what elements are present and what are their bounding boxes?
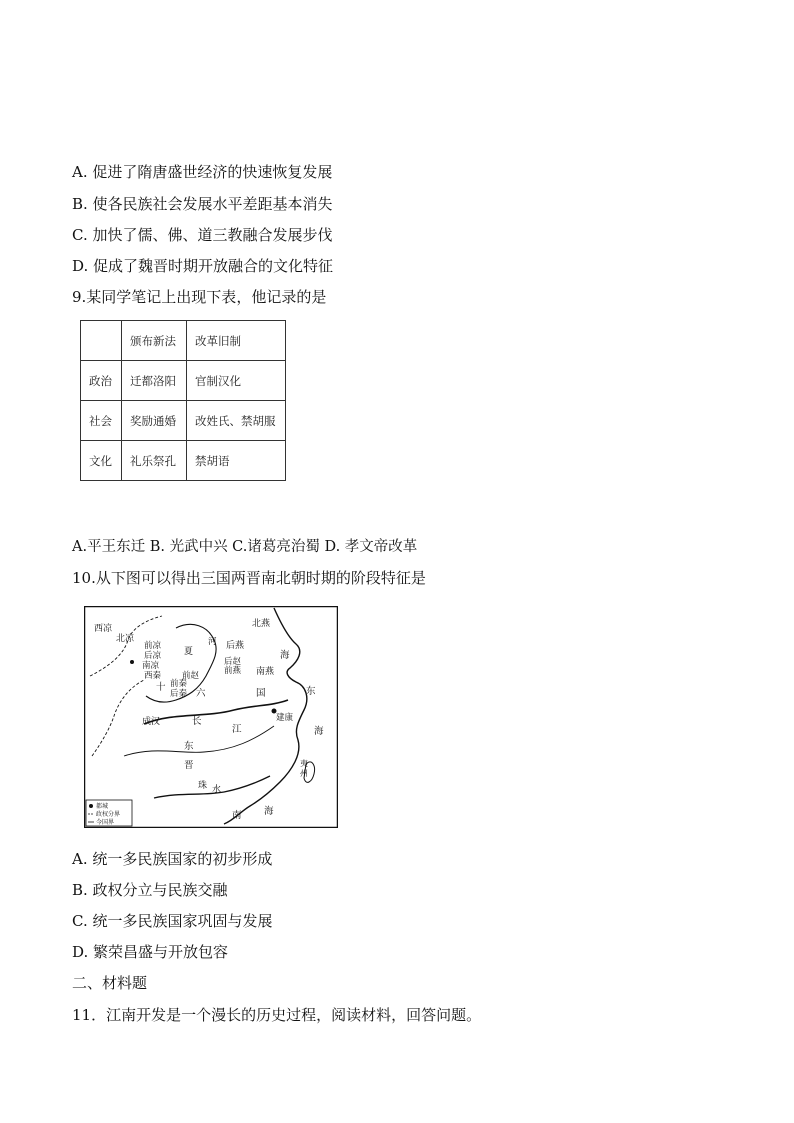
table-cell: 禁胡语 bbox=[187, 441, 286, 481]
table-cell: 社会 bbox=[81, 401, 122, 441]
q8-option-d: D. 促成了魏晋时期开放融合的文化特征 bbox=[72, 257, 334, 275]
table-cell bbox=[81, 321, 122, 361]
q10-stem: 10.从下图可以得出三国两晋南北朝时期的阶段特征是 bbox=[72, 569, 426, 587]
table-cell: 迁都洛阳 bbox=[122, 361, 187, 401]
q11-stem: 11．江南开发是一个漫长的历史过程，阅读材料，回答问题。 bbox=[72, 1006, 482, 1024]
map-label: 东 bbox=[184, 741, 194, 752]
map-label: 六 bbox=[196, 688, 206, 699]
map-label: 前凉 bbox=[144, 641, 162, 651]
map-label: 南燕 bbox=[256, 667, 275, 677]
q10-option-a: A. 统一多民族国家的初步形成 bbox=[72, 850, 273, 868]
legend-label: 政权分界 bbox=[96, 811, 121, 818]
map-label: 海 bbox=[314, 726, 324, 737]
map-label: 州 bbox=[300, 769, 308, 778]
map-figure bbox=[84, 606, 338, 828]
map-label: 国 bbox=[256, 688, 266, 699]
table-cell: 政治 bbox=[81, 361, 122, 401]
map-label: 西凉 bbox=[94, 624, 113, 634]
table-cell: 官制汉化 bbox=[187, 361, 286, 401]
map-label: 晋 bbox=[184, 760, 194, 771]
map-label: 成汉 bbox=[142, 717, 161, 727]
table-row bbox=[81, 321, 286, 361]
table-cell: 奖励通婚 bbox=[122, 401, 187, 441]
map-label: 南 bbox=[232, 810, 242, 821]
table-cell: 礼乐祭孔 bbox=[122, 441, 187, 481]
map-label: 江 bbox=[232, 724, 242, 735]
table-row bbox=[81, 361, 286, 401]
map-label: 后秦 bbox=[170, 689, 188, 699]
table-cell: 改革旧制 bbox=[187, 321, 286, 361]
q8-option-b: B. 使各民族社会发展水平差距基本消失 bbox=[72, 195, 333, 213]
map-label: 建康 bbox=[276, 713, 294, 723]
section-title: 二、材料题 bbox=[72, 974, 148, 992]
table-row bbox=[81, 441, 286, 481]
q10-option-c: C. 统一多民族国家巩固与发展 bbox=[72, 912, 273, 930]
q10-option-d: D. 繁荣昌盛与开放包容 bbox=[72, 943, 229, 961]
table-cell: 改姓氏、禁胡服 bbox=[187, 401, 286, 441]
q9-options: A.平王东迁 B. 光武中兴 C.诸葛亮治蜀 D. 孝文帝改革 bbox=[72, 539, 418, 555]
q10-historical-map bbox=[84, 606, 338, 828]
legend-label: 都城 bbox=[96, 803, 109, 810]
q10-option-b: B. 政权分立与民族交融 bbox=[72, 881, 228, 899]
map-label: 海 bbox=[280, 650, 290, 661]
table-cell: 颁布新法 bbox=[122, 321, 187, 361]
legend-label: 今国界 bbox=[96, 819, 115, 826]
map-label: 后赵 bbox=[224, 657, 242, 667]
map-label: 夏 bbox=[184, 647, 194, 657]
map-label: 后凉 bbox=[144, 651, 162, 661]
map-label: 河 bbox=[208, 637, 217, 647]
map-label: 西秦 bbox=[144, 671, 162, 681]
map-label: 水 bbox=[212, 785, 222, 795]
q9-notes-table bbox=[80, 320, 286, 481]
map-label: 夷 bbox=[300, 759, 308, 768]
capital-dot bbox=[130, 660, 134, 664]
map-label: 珠 bbox=[198, 781, 208, 791]
map-label: 前赵 bbox=[182, 671, 200, 681]
map-label: 北燕 bbox=[252, 619, 271, 629]
map-label: 北凉 bbox=[116, 634, 135, 644]
map-label: 海 bbox=[264, 806, 274, 817]
map-label: 南凉 bbox=[142, 661, 160, 671]
map-label: 前秦 bbox=[170, 679, 188, 689]
table-cell: 文化 bbox=[81, 441, 122, 481]
q9-stem: 9.某同学笔记上出现下表，他记录的是 bbox=[72, 288, 327, 306]
map-label: 前燕 bbox=[224, 666, 242, 676]
map-label: 后燕 bbox=[226, 641, 245, 651]
map-label: 长 bbox=[192, 716, 202, 727]
q8-option-c: C. 加快了儒、佛、道三教融合发展步伐 bbox=[72, 226, 333, 244]
table-row bbox=[81, 401, 286, 441]
q8-option-a: A. 促进了隋唐盛世经济的快速恢复发展 bbox=[72, 163, 333, 181]
map-label: 十 bbox=[156, 682, 166, 693]
map-label: 东 bbox=[306, 686, 316, 697]
